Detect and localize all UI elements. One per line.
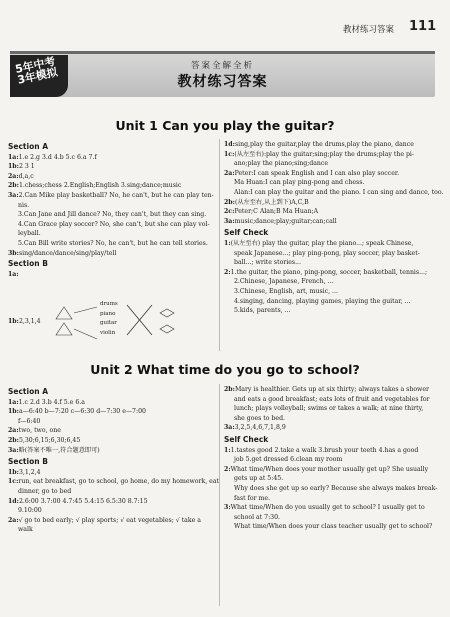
answer-text: √ go to bed early; √ play sports; √ eat vegetables; √ take a (18, 516, 201, 524)
answer-text: 2.Chinese, Japanese, French, ... (234, 278, 334, 286)
section-b-heading: Section B (8, 259, 48, 269)
answer-line (224, 494, 444, 504)
column-divider (219, 139, 220, 351)
question-number: 2a (8, 427, 17, 435)
chapter-banner (10, 51, 435, 97)
question-number: 3 (224, 504, 229, 512)
section-b-heading: Section B (8, 457, 48, 467)
unit2-left-lines-b (8, 468, 220, 535)
self-check-heading: Self Check (224, 228, 269, 238)
answer-line: 1b:a—6:40 b—7:20 c—6:30 d—7:30 e—7:00 (8, 408, 146, 416)
matching-diagram (52, 299, 202, 343)
answer-line (224, 414, 444, 424)
answer-text: 5,30;6,15;6,30;6,45 (18, 436, 81, 444)
answer-line (224, 277, 444, 287)
question-number: 1a (8, 398, 17, 406)
question-number: 2b (8, 436, 17, 444)
logo-text: 5年中考3年模拟 (14, 54, 59, 87)
answer-text: 3.Can Jane and Jill dance? No, they can't, but they can sing. (18, 211, 207, 219)
question-number: 1b (8, 468, 17, 476)
page-number: 111 (409, 19, 437, 34)
unit1-right-column (224, 140, 444, 316)
unit2-title: Unit 2 What time do you go to school? (90, 362, 360, 377)
answer-text: 2.6:00 3.7:00 4.7:45 5.4:15 6.5:30 8.7:15 (18, 497, 148, 505)
answer-line (224, 395, 444, 405)
question-number: 3a (8, 191, 17, 199)
answer-text: 3,1,2,4 (18, 468, 41, 476)
answer-line (224, 306, 444, 316)
answer-line (224, 513, 444, 523)
question-number: 2b (224, 386, 233, 393)
question-number: 1c (224, 150, 233, 158)
answer-text: sing/dance/dance/sing/play/tell (18, 249, 117, 257)
answer-line: 1d:sing,play the guitar,play the drums,play the piano, dance (224, 141, 414, 148)
answer-text: school at 7:30. (234, 513, 281, 521)
answer-text: Ma Huan:I can play ping-pong and chess. (234, 179, 365, 187)
question-number: 2 (224, 268, 229, 276)
answer-text: 1.e 2.g 3.d 4.b 5.c 6.a 7.f (18, 153, 97, 161)
question-number: 3a (224, 217, 233, 225)
question-number: 1c (8, 478, 17, 486)
banner-stripe (10, 51, 435, 54)
answer-text: 2 3 1 (18, 163, 35, 171)
answer-text: 略(答案不唯一,符合题意即可) (18, 446, 100, 454)
triangle-icon (56, 307, 72, 335)
answer-line (224, 178, 444, 188)
answer-line (8, 239, 213, 249)
banner-title: 教材练习答案 (177, 74, 268, 90)
answer-text: music;dance;play;guitar;can;call (234, 217, 337, 225)
question-number: 2b (224, 198, 233, 206)
answer-line: 2b:5,30;6,15;6,30;6,45 (8, 436, 81, 444)
answer-text: What time/When do you usually get to school? I usually get to (230, 504, 425, 512)
answer-line: 1:(从左至右) play the guitar, play the piano...; speak Chinese, (224, 239, 414, 247)
answer-line: 2a:Peter:I can speak English and I can also play soccer. (224, 169, 400, 177)
question-number: 1 (224, 239, 229, 247)
answer-line: 1a:1.e 2.g 3.d 4.b 5.c 6.a 7.f (8, 153, 97, 161)
answer-line: 1d:2.6:00 3.7:00 4.7:45 5.4:15 6.5:30 8.7:15 (8, 497, 148, 505)
question-number: 2a (8, 172, 17, 180)
answer-line (224, 159, 444, 169)
answer-line: 2a:√ go to bed early; √ play sports; √ eat vegetables; √ take a (8, 516, 201, 524)
answer-line (224, 404, 444, 414)
answer-line (224, 297, 444, 307)
question-number: 1a (8, 153, 17, 161)
answer-text: (从左至右,从上到下)A,C,B (234, 198, 309, 206)
unit1-right-lines (224, 140, 444, 226)
answer-text: Peter:I can speak English and I can also play soccer. (234, 169, 400, 177)
question-number: 2b (8, 182, 17, 190)
question-number: 1 (224, 446, 229, 454)
answer-line: 3b:sing/dance/dance/sing/play/tell (8, 249, 117, 257)
unit2-left-lines (8, 398, 213, 456)
answer-text: f—6:40 (18, 417, 41, 425)
answer-text: two, two, one (18, 427, 61, 435)
answer-text: leyball. (18, 230, 41, 238)
answer-line (224, 249, 444, 259)
answer-line: 2b:(从左至右,从上到下)A,C,B (224, 198, 309, 206)
answer-line: 3a:2.Can Mike play basketball? No, he can't, but he can play ten- (8, 191, 214, 199)
diagram-word-list (100, 300, 118, 338)
answer-line (224, 474, 444, 484)
answer-text: 1.chess;chess 2.English;English 3.sing;dance;music (18, 182, 182, 190)
answer-text: 1.c 2.d 3.b 4.f 5.e 6.a (18, 398, 85, 406)
answer-line: 2b:Mary is healthier. Gets up at six thirty; always takes a shower (224, 386, 429, 393)
answer-text: d,a,c (18, 172, 34, 180)
answer-line: 1b:2 3 1 (8, 163, 35, 171)
answer-line (224, 287, 444, 297)
question-number: 1b (8, 408, 17, 416)
answer-line: 3a:3,2,5,4,6,7,1,8,9 (224, 424, 286, 432)
banner-subtitle: 答案全解全析 (190, 61, 254, 71)
answer-line: 3:What time/When do you usually get to school? I usually get to (224, 504, 425, 512)
section-a-heading: Section A (8, 387, 48, 396)
answer-line (8, 201, 213, 211)
answer-line (8, 229, 213, 239)
answer-line: 2:What time/When does your mother usually get up? She usually (224, 465, 429, 473)
question-number: 2a (224, 169, 233, 177)
section-a-heading: Section A (8, 142, 48, 151)
answer-line: 1c:(从左至右):play the guitar;sing;play the drums;play the pi- (224, 150, 414, 158)
diagram-word: drums (100, 301, 118, 307)
answer-line (8, 220, 213, 230)
answer-text: fast for me. (234, 494, 271, 502)
answer-line (224, 188, 444, 198)
diamond-icon (160, 309, 174, 333)
answer-text: 5.Can Bill write stories? No, he can't, but he can tell stories. (18, 239, 208, 247)
answer-text: Alan:I can play the guitar and the piano. I can sing and dance, too. (234, 188, 444, 196)
question-number: 1d (224, 141, 233, 148)
answer-text: Mary is healthier. Gets up at six thirty; always takes a shower (234, 386, 429, 393)
answer-line: 1b:3,1,2,4 (8, 468, 41, 476)
diagram-word: violin (100, 329, 116, 336)
answer-text: speak Japanese...; play ping-pong, play soccer, play basket- (234, 249, 420, 257)
answer-text: she goes to bed. (234, 414, 286, 422)
answer-line: 2c:Peter;C Alan;B Ma Huan;A (224, 208, 319, 216)
answer-text: Why does she get up so early? Because she always makes break- (234, 484, 438, 492)
unit2-left-column (8, 385, 220, 535)
answer-line (224, 455, 444, 465)
answer-line: 1a:1.c 2.d 3.b 4.f 5.e 6.a (8, 398, 85, 406)
answer-line: 3a:略(答案不唯一,符合题意即可) (8, 446, 100, 454)
answer-line: 1c:run, eat breakfast, go to school, go home, do my homework, eat (8, 478, 220, 486)
page-header (0, 0, 450, 40)
answer-line: 2a:d,a,c (8, 172, 34, 180)
answer-text: Peter;C Alan;B Ma Huan;A (234, 208, 319, 216)
answer-text: job 5.get dressed 6.clean my room (234, 456, 343, 464)
answer-text: and eats a good breakfast; eats lots of fruit and vegetables for (234, 395, 430, 403)
answer-line: 1b:2,3,1,4 (8, 318, 41, 326)
answer-line (8, 487, 213, 497)
answer-line (8, 210, 213, 220)
answer-line: 1a: (8, 270, 19, 278)
answer-text: 3.Chinese, English, art, music, ... (234, 287, 338, 295)
answer-line: 1:1.tastes good 2.take a walk 3.brush your teeth 4.has a good (224, 446, 419, 454)
answer-text: 5.kids, parents, ... (234, 307, 291, 315)
answer-line: 2b:1.chess;chess 2.English;English 3.sing;dance;music (8, 182, 182, 190)
answer-line (8, 417, 213, 427)
question-number: 3a (224, 424, 233, 432)
answer-text: sing,play the guitar,play the drums,play the piano, dance (234, 141, 414, 148)
answer-text: 2.Can Mike play basketball? No, he can't, but he can play ten- (18, 191, 214, 199)
answer-text: What time/When does your mother usually get up? She usually (230, 465, 429, 473)
answer-text: (从左至右) play the guitar, play the piano...; speak Chinese, (230, 239, 414, 247)
unit1-left-lines (8, 153, 213, 259)
page-title: 教材练习答案 (343, 25, 395, 35)
answer-text: What time/When does your class teacher usually get to school? (234, 523, 433, 531)
answer-text: lunch; plays volleyball; swims or takes a walk; at nine thirty, (234, 405, 424, 413)
answer-text: 4.singing, dancing, playing games, playing the guitar, ... (234, 297, 411, 305)
unit2-right-lines (224, 385, 444, 433)
answer-text: 1.the guitar, the piano, ping-pong, soccer, basketball, tennis...; (230, 268, 428, 276)
diagram-word: piano (100, 310, 116, 317)
answer-line (224, 484, 444, 494)
answer-line: 2:1.the guitar, the piano, ping-pong, soccer, basketball, tennis...; (224, 268, 428, 276)
answer-line (224, 258, 444, 268)
question-number: 2a (8, 516, 17, 524)
answer-text: gets up at 5:45. (234, 475, 284, 483)
unit1-self-check-lines (224, 239, 444, 316)
question-number: 1b (8, 163, 17, 171)
unit2-self-check-lines (224, 446, 444, 532)
answer-text: 9.10:00 (18, 507, 42, 515)
answer-text: (从左至右):play the guitar;sing;play the drums;play the pi- (234, 150, 414, 158)
answer-text: a—6:40 b—7:20 c—6:30 d—7:30 e—7:00 (18, 408, 146, 416)
answer-text: run, eat breakfast, go to school, go home, do my homework, eat (18, 478, 220, 486)
question-number: 1d (8, 497, 17, 505)
answer-text: 1.tastes good 2.take a walk 3.brush your teeth 4.has a good (230, 446, 419, 454)
answer-text: nis. (18, 201, 30, 209)
answer-text: 3,2,5,4,6,7,1,8,9 (234, 424, 286, 432)
question-number: 2c (224, 208, 233, 216)
answer-text: ano;play the piano;sing;dance (234, 160, 329, 168)
answer-line (224, 522, 444, 532)
question-number: 3b (8, 249, 17, 257)
answer-text: 4.Can Grace play soccer? No, she can't, but she can play vol- (18, 220, 210, 228)
answer-line (8, 506, 213, 516)
diagram-word: guitar (100, 320, 117, 326)
answer-text: dinner, go to bed (18, 487, 72, 495)
self-check-heading: Self Check (224, 434, 269, 444)
answer-text: walk (18, 526, 33, 534)
unit2-right-column (224, 385, 444, 532)
unit1-title: Unit 1 Can you play the guitar? (115, 118, 335, 133)
question-number: 3a (8, 446, 17, 454)
answer-line (8, 525, 213, 535)
answer-line: 2a:two, two, one (8, 427, 61, 435)
question-number: 2 (224, 465, 229, 473)
answer-text: ball...; write stories... (234, 259, 301, 267)
answer-line: 3a:music;dance;play;guitar;can;call (224, 217, 337, 225)
column-divider (219, 384, 220, 606)
